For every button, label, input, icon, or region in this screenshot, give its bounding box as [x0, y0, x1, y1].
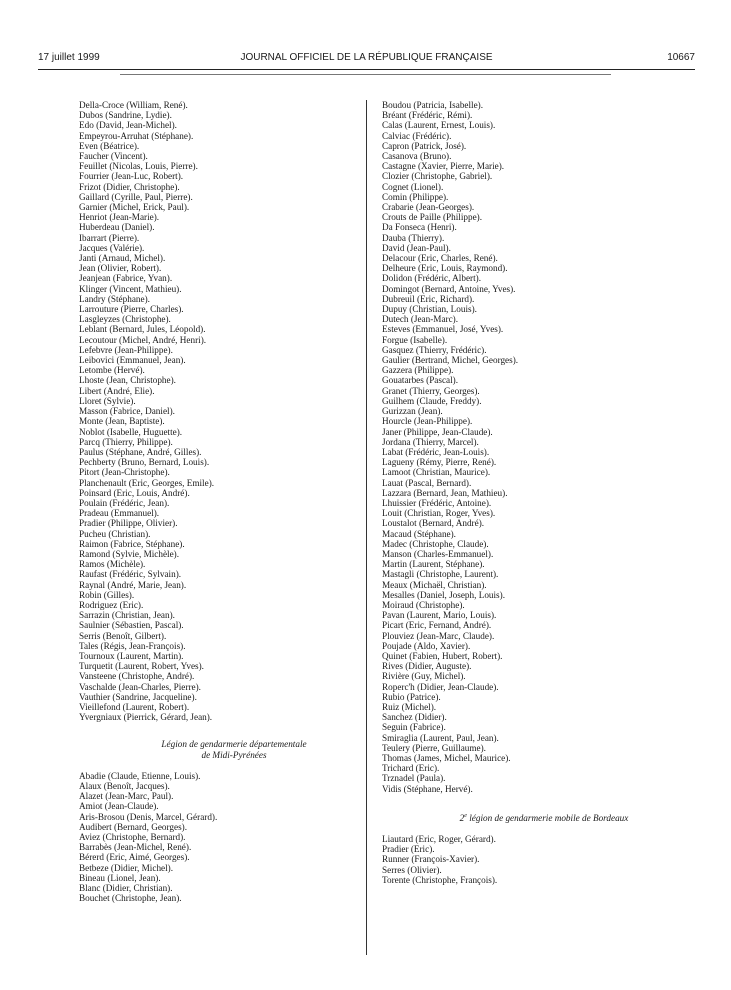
- list-item: Serres (Olivier).: [382, 864, 442, 875]
- list-item: Poinsard (Eric, Louis, André).: [79, 487, 190, 498]
- list-item: Lasgleyzes (Christophe).: [79, 314, 171, 325]
- header-journal-title: JOURNAL OFFICIEL DE LA RÉPUBLIQUE FRANÇAISE: [240, 52, 493, 63]
- list-item: Gasquez (Thierry, Frédéric).: [382, 344, 487, 355]
- list-item: Plouviez (Jean-Marc, Claude).: [382, 630, 495, 641]
- list-item: Domingot (Bernard, Antoine, Yves).: [382, 283, 516, 294]
- list-item: Garnier (Michel, Erick, Paul).: [79, 202, 190, 213]
- list-item: Trznadel (Paula).: [382, 773, 446, 784]
- list-item: Rubio (Patrice).: [382, 691, 441, 702]
- list-item: Capron (Patrick, José).: [382, 140, 467, 151]
- list-item: Trichard (Eric).: [382, 763, 440, 774]
- list-item: Lazzara (Bernard, Jean, Mathieu).: [382, 487, 508, 498]
- section-heading-line2: de Midi-Pyrénées: [201, 749, 267, 760]
- list-item: Bineau (Lionel, Jean).: [79, 872, 161, 883]
- list-item: Roperc'h (Didier, Jean-Claude).: [382, 681, 499, 692]
- list-item: Forgue (Isabelle).: [382, 334, 448, 345]
- list-item: Edo (David, Jean-Michel).: [79, 120, 177, 131]
- list-item: Da Fonseca (Henri).: [382, 222, 457, 233]
- list-item: Loustalot (Bernard, André).: [382, 518, 485, 529]
- section-ordinal: 2: [459, 812, 465, 823]
- list-item: Jordana (Thierry, Marcel).: [382, 436, 479, 447]
- list-item: Rivière (Guy, Michel).: [382, 671, 466, 682]
- list-item: Blanc (Didier, Christian).: [79, 883, 173, 894]
- section-heading-line1: Légion de gendarmerie départementale: [161, 739, 307, 750]
- list-item: Vansteene (Christophe, André).: [79, 671, 195, 682]
- column-divider: [366, 100, 367, 955]
- list-item: Picart (Eric, Fernand, André).: [382, 620, 492, 631]
- list-item: Liautard (Eric, Roger, Gérard).: [382, 834, 496, 845]
- list-item: Delheure (Eric, Louis, Raymond).: [382, 263, 508, 274]
- header-rule: [38, 69, 695, 70]
- list-item: Tales (Régis, Jean-François).: [79, 640, 186, 651]
- list-item: Larrouture (Pierre, Charles).: [79, 304, 184, 315]
- list-item: Smiraglia (Laurent, Paul, Jean).: [382, 732, 499, 743]
- list-item: Runner (François-Xavier).: [382, 854, 480, 865]
- header-page-number: 10667: [667, 52, 695, 63]
- list-item: Saulnier (Sébastien, Pascal).: [79, 620, 184, 631]
- list-item: Vieillefond (Laurent, Robert).: [79, 701, 190, 712]
- list-item: Calviac (Frédéric).: [382, 130, 452, 141]
- list-item: Vaschalde (Jean-Charles, Pierre).: [79, 681, 201, 692]
- list-item: Quinet (Fabien, Hubert, Robert).: [382, 650, 503, 661]
- list-item: Betbeze (Didier, Michel).: [79, 862, 174, 873]
- list-item: Pechberty (Bruno, Bernard, Louis).: [79, 457, 210, 468]
- list-item: Aris-Brosou (Denis, Marcel, Gérard).: [79, 811, 218, 822]
- list-item: Planchenault (Eric, Georges, Emile).: [79, 477, 215, 488]
- list-item: Lecoutour (Michel, André, Henri).: [79, 334, 207, 345]
- list-item: Masson (Fabrice, Daniel).: [79, 406, 175, 417]
- list-item: Leibovici (Emmanuel, Jean).: [79, 355, 186, 366]
- section-ordinal-sup: e: [464, 812, 467, 819]
- list-item: Feuillet (Nicolas, Louis, Pierre).: [79, 161, 198, 172]
- list-item: Rives (Didier, Auguste).: [382, 661, 472, 672]
- list-item: Dauba (Thierry).: [382, 232, 445, 243]
- list-item: Janti (Arnaud, Michel).: [79, 253, 166, 264]
- list-item: Fourrier (Jean-Luc, Robert).: [79, 171, 184, 182]
- list-item: Madec (Christophe, Claude).: [382, 538, 489, 549]
- list-item: Lefebvre (Jean-Philippe).: [79, 344, 173, 355]
- list-item: Moiraud (Christophe).: [382, 599, 465, 610]
- list-item: David (Jean-Paul).: [382, 242, 451, 253]
- list-item: Clozier (Christophe, Gabriel).: [382, 171, 493, 182]
- list-item: Dupuy (Christian, Louis).: [382, 304, 477, 315]
- list-item: Noblot (Isabelle, Huguette).: [79, 426, 183, 437]
- list-item: Pradier (Eric).: [382, 844, 435, 855]
- list-item: Alazet (Jean-Marc, Paul).: [79, 791, 174, 802]
- list-item: Pitort (Jean-Christophe).: [79, 467, 170, 478]
- list-item: Lhuissier (Frédéric, Antoine).: [382, 497, 492, 508]
- list-item: Robin (Gilles).: [79, 589, 135, 600]
- list-item: Ibarrart (Pierre).: [79, 232, 140, 243]
- left-name-list: [79, 100, 349, 722]
- section-heading-bordeaux: [382, 811, 694, 823]
- list-item: Crouts de Paille (Philippe).: [382, 212, 483, 223]
- list-item: Bréant (Frédéric, Rémi).: [382, 110, 473, 121]
- list-item: Dolidon (Frédéric, Albert).: [382, 273, 481, 284]
- list-item: Klinger (Vincent, Mathieu).: [79, 283, 182, 294]
- list-item: Sanchez (Didier).: [382, 712, 447, 723]
- list-item: Calas (Laurent, Ernest, Louis).: [382, 120, 496, 131]
- list-item: Raufast (Frédéric, Sylvain).: [79, 569, 182, 580]
- list-item: Lamoot (Christian, Maurice).: [382, 467, 491, 478]
- right-name-list: [382, 100, 682, 794]
- list-item: Parcq (Thierry, Philippe).: [79, 436, 173, 447]
- list-item: Thomas (James, Michel, Maurice).: [382, 753, 511, 763]
- list-item: Jacques (Valérie).: [79, 242, 145, 253]
- list-item: Serris (Benoît, Gilbert).: [79, 630, 167, 641]
- list-item: Mastagli (Christophe, Laurent).: [382, 569, 499, 580]
- list-item: Lauat (Pascal, Bernard).: [382, 477, 472, 488]
- list-item: Rodriguez (Eric).: [79, 599, 144, 610]
- list-item: Granet (Thierry, Georges).: [382, 385, 480, 396]
- list-item: Gouatarbes (Pascal).: [382, 375, 459, 386]
- list-item: Manson (Charles-Emmanuel).: [382, 548, 494, 559]
- list-item: Jeanjean (Fabrice, Yvan).: [79, 273, 173, 284]
- list-item: Dubreuil (Eric, Richard).: [382, 293, 475, 304]
- list-item: Tournoux (Laurent, Martin).: [79, 650, 184, 661]
- list-item: Gaulier (Bertrand, Michel, Georges).: [382, 355, 519, 366]
- list-item: Lagueny (Rémy, Pierre, René).: [382, 457, 497, 468]
- list-item: Guilhem (Claude, Freddy).: [382, 395, 482, 406]
- list-item: Vidis (Stéphane, Hervé).: [382, 783, 473, 794]
- list-item: Comin (Philippe).: [382, 191, 449, 202]
- section-title: légion de gendarmerie mobile de Bordeaux: [466, 812, 629, 823]
- list-item: Landry (Stéphane).: [79, 293, 150, 304]
- list-item: Dutech (Jean-Marc).: [382, 314, 459, 325]
- left-name-list-midi-pyrenees: [79, 771, 349, 904]
- list-item: Poujade (Aldo, Xavier).: [382, 640, 471, 651]
- list-item: Ruiz (Michel).: [382, 701, 437, 712]
- list-item: Jean (Olivier, Robert).: [79, 263, 162, 274]
- list-item: Frizot (Didier, Christophe).: [79, 181, 180, 192]
- list-item: Poulain (Frédéric, Jean).: [79, 497, 170, 508]
- list-item: Libert (André, Elie).: [79, 385, 155, 396]
- list-item: Seguin (Fabrice).: [382, 722, 446, 733]
- list-item: Crabarie (Jean-Georges).: [382, 202, 475, 213]
- list-item: Raimon (Fabrice, Stéphane).: [79, 538, 185, 549]
- list-item: Sarrazin (Christian, Jean).: [79, 610, 175, 621]
- list-item: Ramos (Michèle).: [79, 559, 146, 570]
- list-item: Meaux (Michaël, Christian).: [382, 579, 487, 590]
- list-item: Macaud (Stéphane).: [382, 528, 456, 539]
- list-item: Faucher (Vincent).: [79, 151, 148, 162]
- list-item: Della-Croce (William, René).: [79, 100, 188, 110]
- section-heading-midi-pyrenees: [79, 739, 369, 759]
- list-item: Casanova (Bruno).: [382, 151, 452, 162]
- list-item: Alaux (Benoît, Jacques).: [79, 781, 170, 791]
- list-item: Castagne (Xavier, Pierre, Marie).: [382, 161, 505, 172]
- list-item: Martin (Laurent, Stéphane).: [382, 559, 485, 570]
- list-item: Gurizzan (Jean).: [382, 406, 443, 417]
- list-item: Labat (Frédéric, Jean-Louis).: [382, 446, 490, 457]
- list-item: Gazzera (Philippe).: [382, 365, 454, 376]
- header-subrule: [120, 74, 611, 75]
- list-item: Teulery (Pierre, Guillaume).: [382, 742, 486, 753]
- list-item: Turquetit (Laurent, Robert, Yves).: [79, 661, 204, 672]
- list-item: Pradier (Philippe, Olivier).: [79, 518, 178, 529]
- list-item: Leblant (Bernard, Jules, Léopold).: [79, 324, 206, 335]
- list-item: Pradeau (Emmanuel).: [79, 508, 160, 519]
- list-item: Lhoste (Jean, Christophe).: [79, 375, 176, 386]
- list-item: Torente (Christophe, François).: [382, 874, 498, 885]
- list-item: Lloret (Sylvie).: [79, 395, 136, 406]
- right-name-list-bordeaux: [382, 834, 682, 885]
- list-item: Bérerd (Eric, Aimé, Georges).: [79, 852, 190, 863]
- list-item: Even (Béatrice).: [79, 140, 140, 151]
- list-item: Paulus (Stéphane, André, Gilles).: [79, 446, 202, 457]
- list-item: Mesalles (Daniel, Joseph, Louis).: [382, 589, 505, 600]
- left-column: [79, 100, 349, 903]
- list-item: Hourcle (Jean-Philippe).: [382, 416, 473, 427]
- list-item: Ramond (Sylvie, Michèle).: [79, 548, 180, 559]
- header-date: 17 juillet 1999: [38, 52, 100, 63]
- list-item: Empeyrou-Arruhat (Stéphane).: [79, 130, 194, 141]
- list-item: Janer (Philippe, Jean-Claude).: [382, 426, 493, 437]
- list-item: Bouchet (Christophe, Jean).: [79, 893, 182, 904]
- list-item: Letombe (Hervé).: [79, 365, 145, 376]
- list-item: Pavan (Laurent, Mario, Louis).: [382, 610, 497, 621]
- list-item: Esteves (Emmanuel, José, Yves).: [382, 324, 504, 335]
- list-item: Boudou (Patricia, Isabelle).: [382, 100, 484, 110]
- list-item: Raynal (André, Marie, Jean).: [79, 579, 187, 590]
- list-item: Louit (Christian, Roger, Yves).: [382, 508, 496, 519]
- list-item: Abadie (Claude, Etienne, Louis).: [79, 770, 201, 781]
- list-item: Delacour (Eric, Charles, René).: [382, 253, 498, 264]
- list-item: Audibert (Bernard, Georges).: [79, 821, 188, 832]
- page-header: [38, 50, 695, 66]
- list-item: Monte (Jean, Baptiste).: [79, 416, 165, 427]
- list-item: Dubos (Sandrine, Lydie).: [79, 110, 172, 121]
- list-item: Cognet (Lionel).: [382, 181, 444, 192]
- list-item: Vauthier (Sandrine, Jacqueline).: [79, 691, 197, 702]
- list-item: Amiot (Jean-Claude).: [79, 801, 159, 812]
- list-item: Barrabès (Jean-Michel, René).: [79, 842, 192, 853]
- list-item: Yvergniaux (Pierrick, Gérard, Jean).: [79, 712, 213, 723]
- list-item: Huberdeau (Daniel).: [79, 222, 155, 233]
- list-item: Pucheu (Christian).: [79, 528, 151, 539]
- list-item: Aviez (Christophe, Bernard).: [79, 832, 186, 843]
- list-item: Henriot (Jean-Marie).: [79, 212, 160, 223]
- list-item: Gaillard (Cyrille, Paul, Pierre).: [79, 191, 193, 202]
- right-column: [382, 100, 682, 885]
